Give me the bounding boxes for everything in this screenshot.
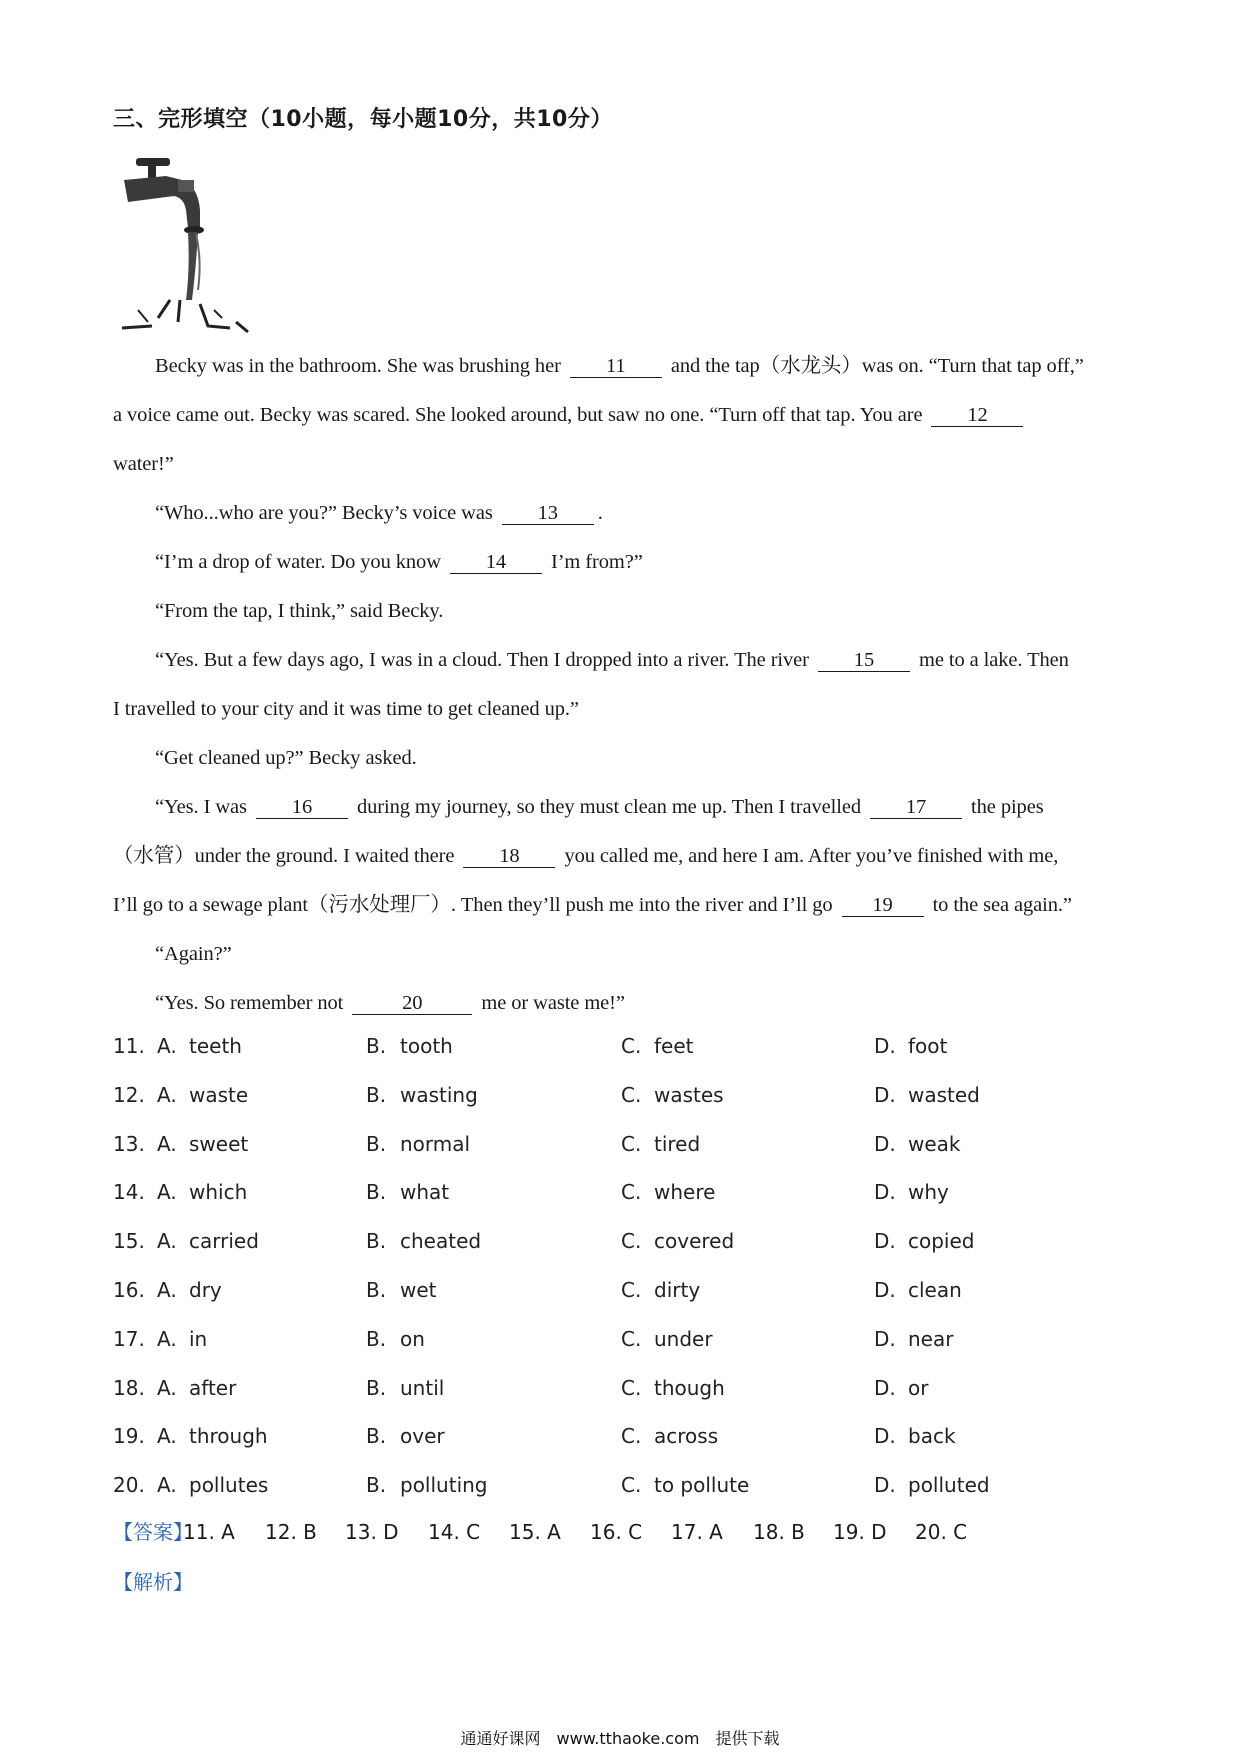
answer-tag: 【答案】 bbox=[113, 1520, 193, 1544]
option-b[interactable]: wet bbox=[400, 1277, 437, 1302]
option-c[interactable]: wastes bbox=[654, 1082, 724, 1107]
answer-item: 20. C bbox=[915, 1520, 968, 1544]
option-letter: C. bbox=[621, 1473, 642, 1498]
option-d[interactable]: or bbox=[908, 1375, 929, 1400]
option-b[interactable]: what bbox=[400, 1180, 450, 1205]
answer-blank[interactable]: 15 bbox=[818, 649, 910, 672]
option-letter: B. bbox=[366, 1229, 387, 1254]
option-b[interactable]: until bbox=[400, 1375, 445, 1400]
option-letter: B. bbox=[366, 1473, 387, 1498]
analysis-section bbox=[113, 1562, 193, 1602]
passage-line: a voice came out. Becky was scared. She looked around, but saw no one. “Turn off that tap. You are 12 bbox=[113, 391, 1133, 440]
question-options-row bbox=[113, 1168, 1133, 1217]
passage-line: water!” bbox=[113, 453, 174, 475]
option-letter: C. bbox=[621, 1180, 642, 1205]
option-letter: B. bbox=[366, 1082, 387, 1107]
answer-blank[interactable]: 19 bbox=[842, 894, 924, 917]
question-options-row bbox=[113, 1022, 1133, 1071]
answer-item: 14. C bbox=[428, 1520, 481, 1544]
option-letter: C. bbox=[621, 1424, 642, 1449]
option-a[interactable]: dry bbox=[189, 1277, 222, 1302]
answer-item: 16. C bbox=[590, 1520, 643, 1544]
option-letter: D. bbox=[874, 1277, 896, 1302]
option-b[interactable]: polluting bbox=[400, 1473, 488, 1498]
passage-line: “I’m a drop of water. Do you know 14 I’m from?” bbox=[155, 551, 643, 573]
option-b[interactable]: wasting bbox=[400, 1082, 478, 1107]
option-letter: D. bbox=[874, 1424, 896, 1449]
option-letter: D. bbox=[874, 1326, 896, 1351]
cloze-passage bbox=[113, 342, 1133, 1028]
option-letter: A. bbox=[157, 1277, 177, 1302]
option-letter: B. bbox=[366, 1326, 387, 1351]
option-d[interactable]: why bbox=[908, 1180, 949, 1205]
option-a[interactable]: teeth bbox=[189, 1034, 242, 1058]
answer-item: 12. B bbox=[265, 1520, 317, 1544]
option-letter: C. bbox=[621, 1375, 642, 1400]
answer-item: 13. D bbox=[345, 1520, 399, 1544]
answer-item: 19. D bbox=[833, 1520, 887, 1544]
option-a[interactable]: which bbox=[189, 1180, 248, 1205]
option-d[interactable]: near bbox=[908, 1326, 954, 1351]
section-title: 三、完形填空（10小题，每小题10分，共10分） bbox=[113, 107, 613, 132]
question-options-row bbox=[113, 1364, 1133, 1413]
question-options-row bbox=[113, 1315, 1133, 1364]
option-b[interactable]: cheated bbox=[400, 1229, 482, 1254]
option-d[interactable]: foot bbox=[908, 1034, 948, 1058]
answer-item: 15. A bbox=[509, 1520, 561, 1544]
option-b[interactable]: over bbox=[400, 1424, 445, 1449]
option-letter: A. bbox=[157, 1034, 177, 1058]
option-letter: B. bbox=[366, 1375, 387, 1400]
answer-blank[interactable]: 12 bbox=[931, 404, 1023, 427]
options-list bbox=[113, 1022, 1133, 1510]
option-letter: B. bbox=[366, 1180, 387, 1205]
answer-blank[interactable]: 18 bbox=[463, 845, 555, 868]
option-letter: D. bbox=[874, 1034, 896, 1058]
passage-line: Becky was in the bathroom. She was brushing her 11 and the tap（水龙头）was on. “Turn that tap off,” bbox=[155, 355, 1084, 377]
passage-line: “Yes. So remember not 20 me or waste me!” bbox=[155, 992, 625, 1014]
passage-line: “From the tap, I think,” said Becky. bbox=[155, 600, 444, 622]
option-c[interactable]: dirty bbox=[654, 1277, 701, 1302]
option-letter: C. bbox=[621, 1131, 642, 1156]
passage-line: “Again?” bbox=[155, 943, 232, 965]
option-letter: D. bbox=[874, 1229, 896, 1254]
option-letter: A. bbox=[157, 1131, 177, 1156]
analysis-tag: 【解析】 bbox=[113, 1570, 193, 1594]
option-a[interactable]: waste bbox=[189, 1082, 249, 1107]
option-letter: A. bbox=[157, 1082, 177, 1107]
option-c[interactable]: tired bbox=[654, 1131, 701, 1156]
question-options-row bbox=[113, 1217, 1133, 1266]
option-letter: A. bbox=[157, 1473, 177, 1498]
option-letter: B. bbox=[366, 1131, 387, 1156]
question-options-row bbox=[113, 1412, 1133, 1461]
question-number: 11. bbox=[113, 1034, 145, 1058]
option-a[interactable]: through bbox=[189, 1424, 268, 1449]
passage-line: “Get cleaned up?” Becky asked. bbox=[155, 747, 417, 769]
option-d[interactable]: copied bbox=[908, 1229, 975, 1254]
passage-line: （水管）under the ground. I waited there 18 you called me, and here I am. After you’ve finished with me, bbox=[113, 845, 1059, 867]
option-a[interactable]: in bbox=[189, 1326, 208, 1351]
option-c[interactable]: across bbox=[654, 1424, 719, 1449]
option-letter: C. bbox=[621, 1034, 642, 1058]
option-d[interactable]: clean bbox=[908, 1277, 962, 1302]
passage-line: I’ll go to a sewage plant（污水处理厂）. Then they’ll push me into the river and I’ll go 19 to the sea again.” bbox=[113, 894, 1072, 916]
option-letter: B. bbox=[366, 1034, 387, 1058]
option-b[interactable]: tooth bbox=[400, 1034, 453, 1058]
option-a[interactable]: pollutes bbox=[189, 1473, 269, 1498]
answer-blank[interactable]: 11 bbox=[570, 355, 662, 378]
option-d[interactable]: wasted bbox=[908, 1082, 980, 1107]
faucet-icon bbox=[118, 150, 258, 335]
option-letter: D. bbox=[874, 1473, 896, 1498]
option-d[interactable]: weak bbox=[908, 1131, 961, 1156]
option-letter: A. bbox=[157, 1229, 177, 1254]
option-c[interactable]: feet bbox=[654, 1034, 694, 1058]
option-letter: D. bbox=[874, 1131, 896, 1156]
option-letter: A. bbox=[157, 1180, 177, 1205]
option-d[interactable]: back bbox=[908, 1424, 956, 1449]
option-letter: A. bbox=[157, 1326, 177, 1351]
option-c[interactable]: to pollute bbox=[654, 1473, 750, 1498]
option-letter: C. bbox=[621, 1082, 642, 1107]
question-number: 14. bbox=[113, 1180, 145, 1205]
answer-blank[interactable]: 20 bbox=[352, 992, 472, 1015]
question-number: 13. bbox=[113, 1131, 145, 1156]
question-number: 15. bbox=[113, 1229, 145, 1254]
answer-blank[interactable]: 16 bbox=[256, 796, 348, 819]
page-footer: 通通好课网 www.tthaoke.com 提供下载 bbox=[460, 1729, 780, 1748]
option-letter: B. bbox=[366, 1424, 387, 1449]
option-a[interactable]: carried bbox=[189, 1229, 259, 1254]
option-c[interactable]: under bbox=[654, 1326, 713, 1351]
question-number: 12. bbox=[113, 1082, 145, 1107]
passage-line: I travelled to your city and it was time to get cleaned up.” bbox=[113, 698, 579, 720]
answer-blank[interactable]: 14 bbox=[450, 551, 542, 574]
option-b[interactable]: normal bbox=[400, 1131, 471, 1156]
option-letter: C. bbox=[621, 1229, 642, 1254]
question-options-row bbox=[113, 1071, 1133, 1120]
passage-line: “Yes. But a few days ago, I was in a cloud. Then I dropped into a river. The river 15 me to a lake. Then bbox=[155, 649, 1069, 671]
option-b[interactable]: on bbox=[400, 1326, 425, 1351]
option-letter: C. bbox=[621, 1277, 642, 1302]
answer-item: 11. A bbox=[183, 1520, 235, 1544]
question-options-row bbox=[113, 1461, 1133, 1510]
option-letter: D. bbox=[874, 1082, 896, 1107]
option-c[interactable]: though bbox=[654, 1375, 725, 1400]
answer-item: 18. B bbox=[753, 1520, 805, 1544]
option-d[interactable]: polluted bbox=[908, 1473, 990, 1498]
question-number: 20. bbox=[113, 1473, 145, 1498]
option-c[interactable]: where bbox=[654, 1180, 716, 1205]
option-letter: D. bbox=[874, 1180, 896, 1205]
option-letter: D. bbox=[874, 1375, 896, 1400]
option-letter: A. bbox=[157, 1375, 177, 1400]
option-a[interactable]: sweet bbox=[189, 1131, 249, 1156]
option-c[interactable]: covered bbox=[654, 1229, 735, 1254]
option-letter: C. bbox=[621, 1326, 642, 1351]
question-number: 16. bbox=[113, 1277, 145, 1302]
answer-blank[interactable]: 17 bbox=[870, 796, 962, 819]
answer-blank[interactable]: 13 bbox=[502, 502, 594, 525]
option-a[interactable]: after bbox=[189, 1375, 237, 1400]
passage-line: “Who...who are you?” Becky’s voice was 13 . bbox=[155, 502, 603, 524]
question-number: 17. bbox=[113, 1326, 145, 1351]
option-letter: A. bbox=[157, 1424, 177, 1449]
option-letter: B. bbox=[366, 1277, 387, 1302]
question-number: 18. bbox=[113, 1375, 145, 1400]
question-options-row bbox=[113, 1266, 1133, 1315]
question-number: 19. bbox=[113, 1424, 145, 1449]
answer-item: 17. A bbox=[671, 1520, 723, 1544]
question-options-row bbox=[113, 1120, 1133, 1169]
answer-key bbox=[113, 1512, 1133, 1552]
passage-line: “Yes. I was 16 during my journey, so they must clean me up. Then I travelled 17 the pipes bbox=[155, 796, 1044, 818]
